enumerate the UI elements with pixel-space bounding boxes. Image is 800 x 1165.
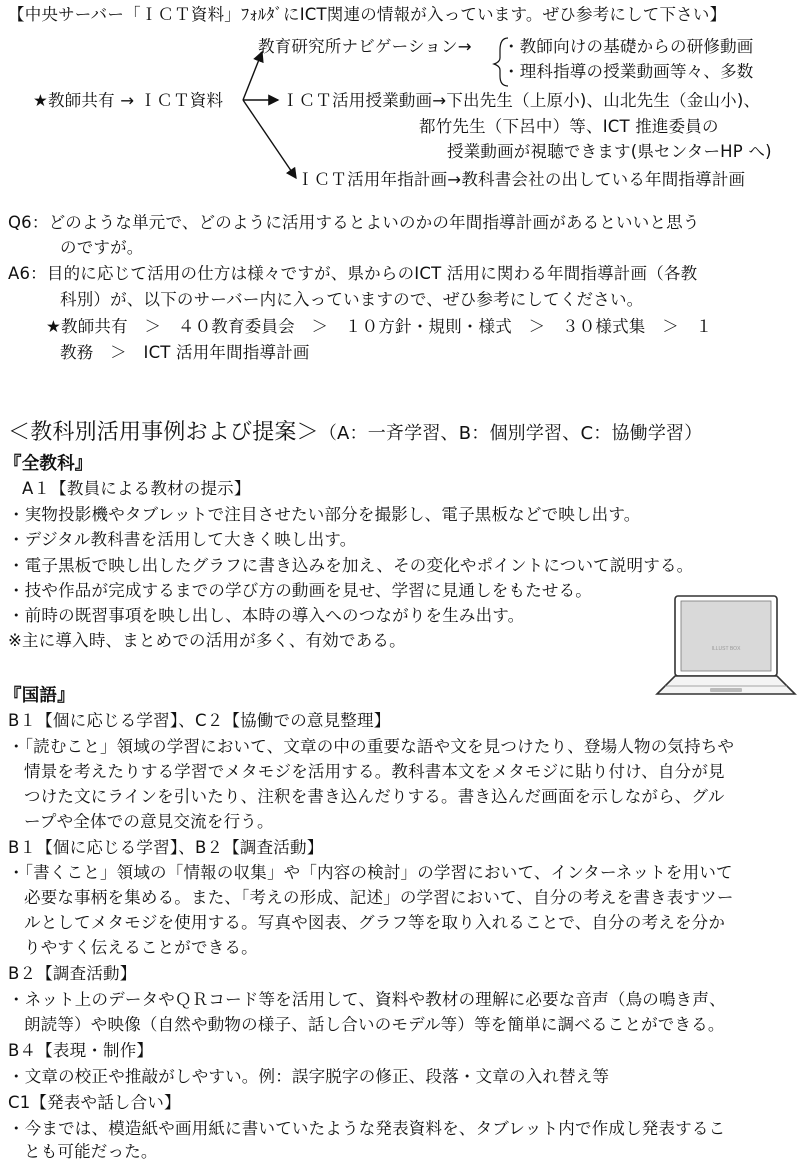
note-text: ※主に導入時、まとめでの活用が多く、有効である。	[8, 631, 406, 650]
section-title-main: ＜教科別活用事例および提案＞	[8, 420, 319, 445]
q6-text: Q6：どのような単元で、どのように活用するとよいのかの年間指導計画があるといいと思う	[8, 213, 700, 232]
list-item: ・電子黒板で映し出したグラフに書き込みを加え、その変化やポイントについて説明する。	[8, 556, 694, 575]
list-item-cont: 朗読等）や映像（自然や動物の様子、話し合いのモデル等）等を簡単に調べることができる。	[24, 1015, 725, 1034]
item-title: C1【発表や話し合い】	[8, 1093, 181, 1112]
heading-japanese: 『国語』	[4, 686, 75, 706]
list-item: ・「書くこと」領域の「情報の収集」や「内容の検討」の学習において、インターネットを用いて	[8, 863, 733, 882]
a6-text: A6：目的に応じて活用の仕方は様々ですが、県からのICT 活用に関わる年間指導計画（各教	[8, 264, 698, 283]
list-item: ・ネット上のデータやＱＲコード等を活用して、資料や教材の理解に必要な音声（鳥の鳴き声、	[8, 990, 726, 1009]
list-item: ・今までは、模造紙や画用紙に書いていたような発表資料を、タブレット内で作成し発表するこ	[8, 1119, 726, 1138]
a6-path: ★教師共有 ＞ ４０教育委員会 ＞ １０方針・規則・様式 ＞ ３０様式集 ＞ １	[46, 317, 713, 336]
list-item-cont: 必要な事柄を集める。また、「考えの形成、記述」の学習において、自分の考えを書き表すツー	[24, 888, 734, 907]
list-item-cont: ープや全体での意見交流を行う。	[24, 812, 274, 831]
list-item-cont: 情景を考えたりする学習でメタモジを活用する。教科書本文をメタモジに貼り付け、自分が見	[24, 762, 725, 781]
section-subtitle: （A：一斉学習、B：個別学習、C：協働学習）	[318, 423, 703, 444]
section-title	[8, 418, 702, 449]
laptop-illustration	[655, 590, 797, 705]
illust-box-label: ILLUST BOX	[711, 646, 741, 652]
tree-root: ★教師共有 → ＩＣＴ資料	[33, 91, 224, 110]
list-item-cont: とも可能だった。	[24, 1142, 158, 1161]
banner-text: 【中央サーバー「ＩＣＴ資料」ﾌｫﾙﾀﾞにICT関連の情報が入っています。ぜひ参考にして下さい】	[8, 5, 727, 24]
item-title: B１【個に応じる学習】、C２【協働での意見整理】	[8, 711, 391, 730]
q6-text: のですが。	[60, 238, 144, 257]
list-item: ・文章の校正や推敲がしやすい。例：誤字脱字の修正、段落・文章の入れ替え等	[8, 1067, 610, 1086]
list-item: ・デジタル教科書を活用して大きく映し出す。	[8, 530, 357, 549]
arrow-to-navigation	[243, 52, 262, 100]
item-title: A１【教員による教材の提示】	[22, 479, 251, 498]
item-title: B１【個に応じる学習】、B２【調査活動】	[8, 838, 324, 857]
branch1-item: ・理科指導の授業動画等々、多数	[503, 62, 754, 81]
item-title: B４【表現・制作】	[8, 1041, 154, 1060]
branch2-line: 都竹先生（下呂中）等、ICT 推進委員の	[419, 117, 719, 136]
a6-path: 教務 ＞ ICT 活用年間指導計画	[60, 343, 310, 362]
heading-all-subjects: 『全教科』	[4, 454, 93, 474]
list-item: ・技や作品が完成するまでの学び方の動画を見せ、学習に見通しをもたせる。	[8, 581, 593, 600]
a6-text: 科別）が、以下のサーバー内に入っていますので、ぜひ参考にしてください。	[60, 290, 644, 309]
list-item: ・「読むこと」領域の学習において、文章の中の重要な語や文を見つけたり、登場人物の気持ちや	[8, 737, 735, 756]
branch1-label: 教育研究所ナビゲーション→	[258, 37, 472, 56]
list-item-cont: ルとしてメタモジを使用する。写真や図表、グラフ等を取り入れることで、自分の考えを分か	[24, 913, 726, 932]
list-item: ・実物投影機やタブレットで注目させたい部分を撮影し、電子黒板などで映し出す。	[8, 505, 641, 524]
list-item-cont: つけた文にラインを引いたり、注釈を書き込んだりする。書き込んだ画面を示しながら、グル	[24, 787, 725, 806]
list-item-cont: りやすく伝えることができる。	[24, 938, 258, 957]
branch3-text: ＩＣＴ活用年指計画→教科書会社の出している年間指導計画	[297, 170, 746, 189]
branch2-line: 授業動画が視聴できます(県センターHP へ)	[447, 142, 772, 161]
list-item: ・前時の既習事項を映し出し、本時の導入へのつながりを生み出す。	[8, 606, 525, 625]
branch1-item: ・教師向けの基礎からの研修動画	[503, 37, 754, 56]
branch2-line: ＩＣＴ活用授業動画→下出先生（上原小)、山北先生（金山小)、	[282, 91, 761, 110]
item-title: B２【調査活動】	[8, 964, 137, 983]
